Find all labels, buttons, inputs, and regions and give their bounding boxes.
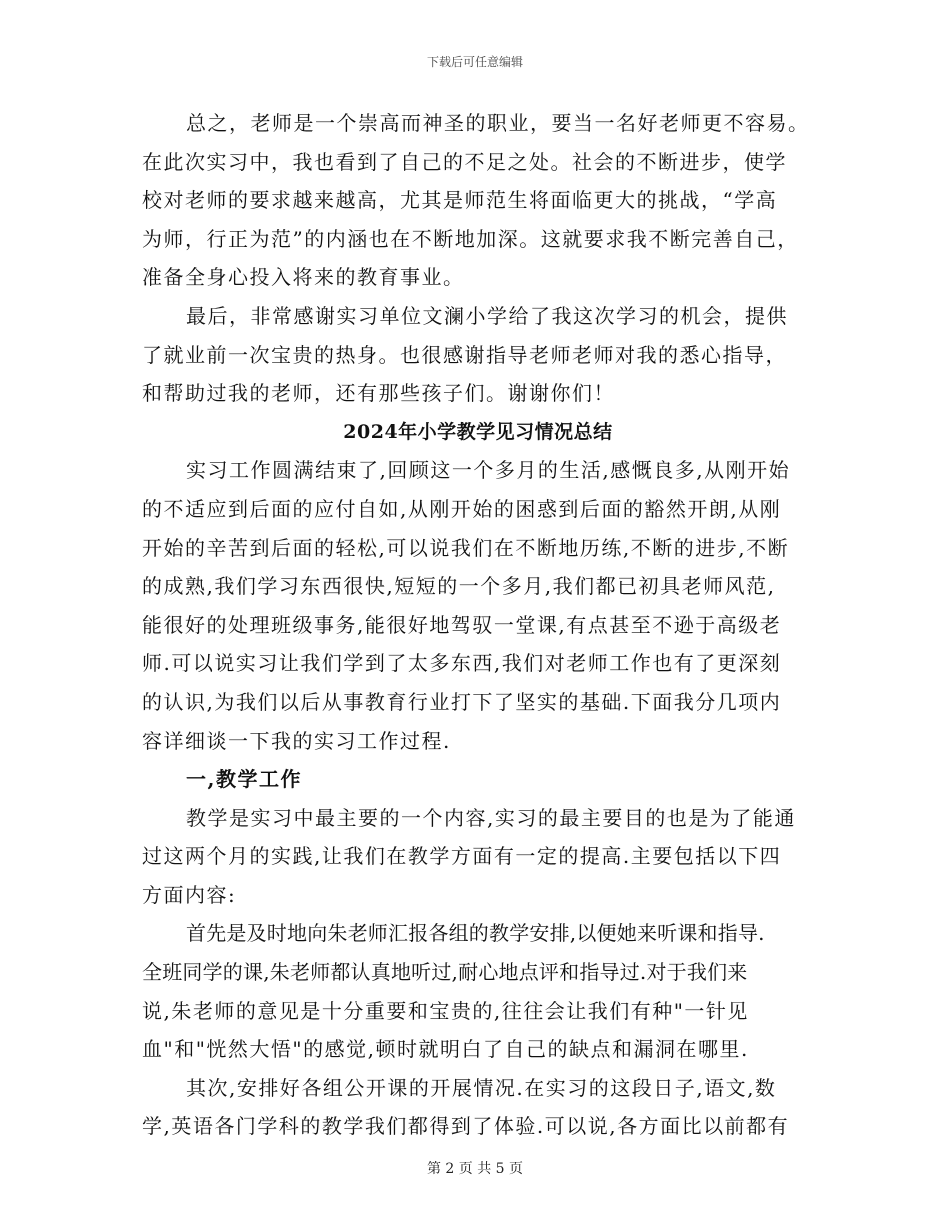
text-line: 在此次实习中，我也看到了自己的不足之处。社会的不断进步，使学 [142, 149, 787, 174]
document-title: 2024年小学教学见习情况总结 [343, 420, 613, 443]
text-line: 为师，行正为范”的内涵也在不断地加深。这就要求我不断完善自己， [142, 226, 799, 251]
text-line: 和帮助过我的老师，还有那些孩子们。谢谢你们！ [142, 381, 615, 406]
text-line: 其次,安排好各组公开课的开展情况.在实习的这段日子,语文,数 [186, 1075, 777, 1100]
text-line: 说,朱老师的意见是十分重要和宝贵的,往往会让我们有种"一针见 [142, 998, 749, 1023]
text-line: 首先是及时地向朱老师汇报各组的教学安排,以便她来听课和指导. [186, 921, 765, 946]
text-line: 的认识,为我们以后从事教育行业打下了坚实的基础.下面我分几项内 [142, 689, 782, 714]
text-line: 方面内容: [142, 882, 237, 907]
text-line: 总之，老师是一个崇高而神圣的职业，要当一名好老师更不容易。 [186, 111, 810, 135]
text-line: 校对老师的要求越来越高，尤其是师范生将面临更大的挑战，“学高 [142, 188, 778, 213]
text-line: 了就业前一次宝贵的热身。也很感谢指导老师老师对我的悉心指导， [142, 342, 787, 367]
text-line: 实习工作圆满结束了,回顾这一个多月的生活,感慨良多,从刚开始 [186, 458, 791, 483]
text-line: 准备全身心投入将来的教育事业。 [142, 265, 465, 290]
section-heading: 一,教学工作 [186, 767, 302, 792]
text-line: 开始的辛苦到后面的轻松,可以说我们在不断地历练,不断的进步,不断 [142, 535, 790, 560]
text-line: 过这两个月的实践,让我们在教学方面有一定的提高.主要包括以下四 [142, 844, 782, 869]
text-line: 的不适应到后面的应付自如,从刚开始的困惑到后面的豁然开朗,从刚 [142, 496, 782, 521]
text-line: 血"和"恍然大悟"的感觉,顿时就明白了自己的缺点和漏洞在哪里. [142, 1037, 749, 1062]
text-line: 最后，非常感谢实习单位文澜小学给了我这次学习的机会，提供 [186, 303, 788, 328]
text-line: 容详细谈一下我的实习工作过程. [142, 728, 451, 753]
text-line: 全班同学的课,朱老师都认真地听过,耐心地点评和指导过.对于我们来 [142, 960, 748, 985]
page-footer: 第 2 页 共 5 页 [426, 1161, 524, 1177]
text-line: 学,英语各门学科的教学我们都得到了体验.可以说,各方面比以前都有 [142, 1114, 790, 1139]
text-line: 教学是实习中最主要的一个内容,实习的最主要目的也是为了能通 [186, 805, 796, 830]
document-body [142, 104, 814, 1146]
page-header: 下载后可任意编辑 [426, 55, 523, 69]
text-line: 的成熟,我们学习东西很快,短短的一个多月,我们都已初具老师风范, [142, 574, 776, 599]
text-line: 能很好的处理班级事务,能很好地驾驭一堂课,有点甚至不逊于高级老 [142, 612, 782, 637]
text-line: 师.可以说实习让我们学到了太多东西,我们对老师工作也有了更深刻 [142, 651, 782, 676]
